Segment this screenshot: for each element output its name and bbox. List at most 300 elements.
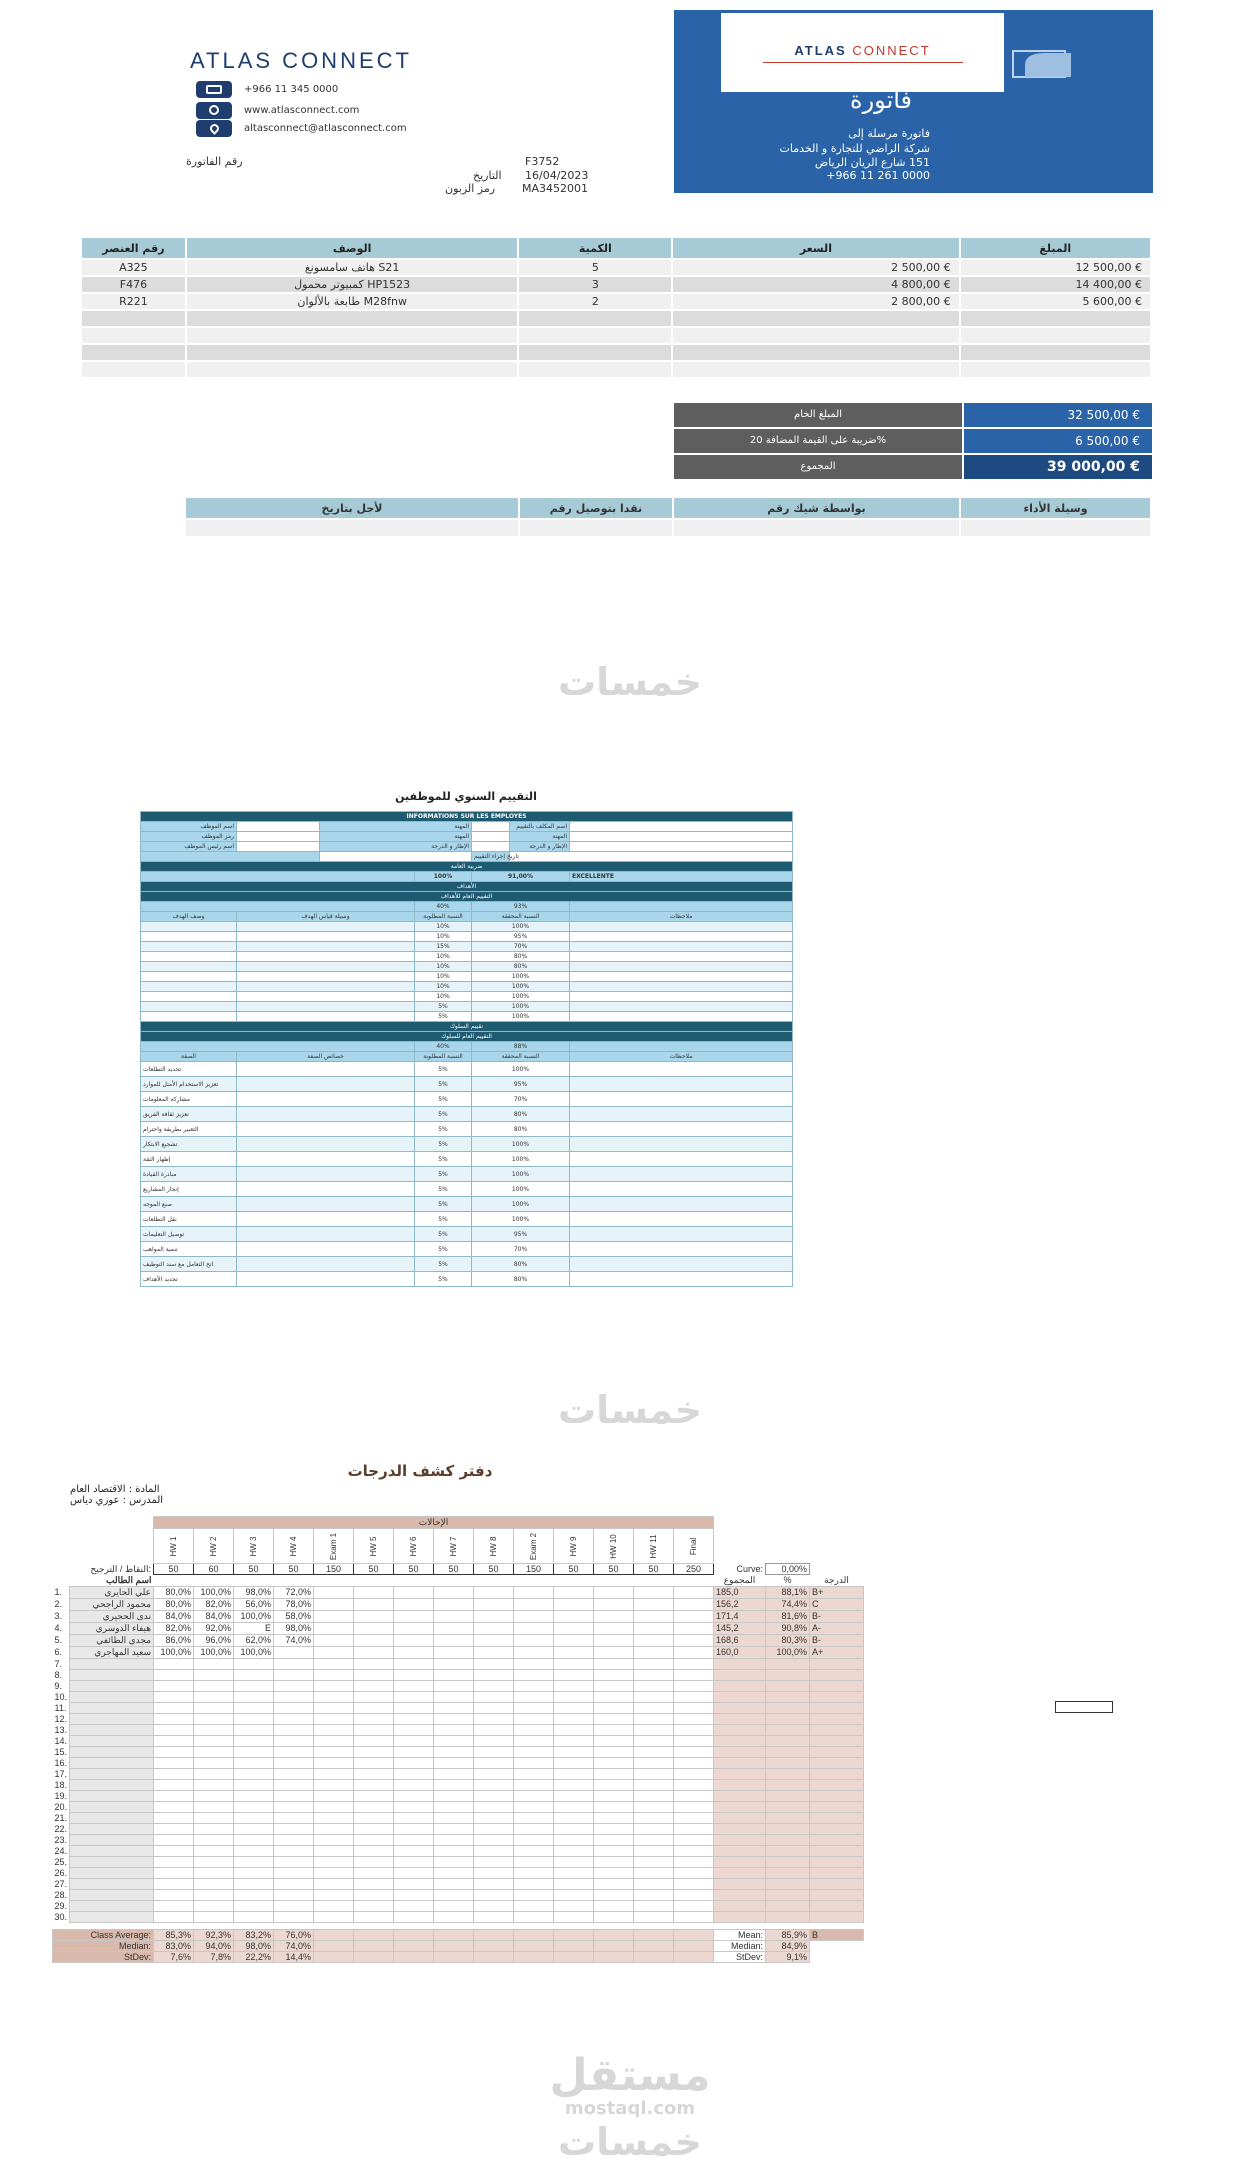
score-cell[interactable] [514,1889,554,1900]
score-cell[interactable] [434,1622,474,1634]
assignment-points[interactable]: 50 [474,1564,514,1575]
score-cell[interactable] [234,1757,274,1768]
score-cell[interactable] [234,1702,274,1713]
objective-measure[interactable] [237,992,415,1002]
score-cell[interactable] [154,1845,194,1856]
score-cell[interactable] [194,1746,234,1757]
score-cell[interactable] [514,1646,554,1658]
score-cell[interactable] [234,1790,274,1801]
score-cell[interactable] [554,1823,594,1834]
score-cell[interactable] [274,1812,314,1823]
score-cell[interactable]: 98,0% [234,1586,274,1598]
score-cell[interactable] [474,1834,514,1845]
score-cell[interactable] [354,1845,394,1856]
score-cell[interactable] [594,1702,634,1713]
score-cell[interactable] [434,1724,474,1735]
objective-notes[interactable] [570,1012,793,1022]
score-cell[interactable] [234,1911,274,1922]
behavior-notes[interactable] [570,1092,793,1107]
objective-description[interactable] [141,1002,237,1012]
score-cell[interactable] [194,1702,234,1713]
score-cell[interactable] [314,1622,354,1634]
score-cell[interactable] [514,1669,554,1680]
score-cell[interactable] [154,1680,194,1691]
score-cell[interactable] [314,1680,354,1691]
score-cell[interactable] [354,1702,394,1713]
behavior-notes[interactable] [570,1062,793,1077]
assignment-name[interactable] [194,1529,234,1564]
score-cell[interactable] [514,1812,554,1823]
behavior-trait-details[interactable] [237,1242,415,1257]
score-cell[interactable] [394,1845,434,1856]
score-cell[interactable] [554,1779,594,1790]
student-name[interactable]: سعيد المهاجري [70,1646,154,1658]
behavior-trait-details[interactable] [237,1182,415,1197]
score-cell[interactable] [354,1680,394,1691]
score-cell[interactable] [434,1889,474,1900]
behavior-trait-details[interactable] [237,1212,415,1227]
student-name[interactable] [70,1889,154,1900]
score-cell[interactable] [634,1669,674,1680]
score-cell[interactable]: 84,0% [154,1610,194,1622]
score-cell[interactable] [234,1724,274,1735]
score-cell[interactable] [674,1702,714,1713]
score-cell[interactable] [634,1702,674,1713]
score-cell[interactable] [314,1646,354,1658]
score-cell[interactable] [354,1634,394,1646]
score-cell[interactable] [194,1658,234,1669]
student-name[interactable] [70,1658,154,1669]
score-cell[interactable] [634,1768,674,1779]
score-cell[interactable] [194,1812,234,1823]
score-cell[interactable] [354,1622,394,1634]
score-cell[interactable] [394,1779,434,1790]
score-cell[interactable] [514,1856,554,1867]
score-cell[interactable] [274,1911,314,1922]
score-cell[interactable] [274,1845,314,1856]
score-cell[interactable] [434,1911,474,1922]
score-cell[interactable] [194,1845,234,1856]
objective-measure[interactable] [237,932,415,942]
score-cell[interactable] [314,1878,354,1889]
score-cell[interactable] [674,1812,714,1823]
score-cell[interactable] [354,1856,394,1867]
score-cell[interactable] [634,1900,674,1911]
score-cell[interactable] [634,1757,674,1768]
score-cell[interactable] [474,1691,514,1702]
score-cell[interactable] [354,1586,394,1598]
behavior-notes[interactable] [570,1122,793,1137]
score-cell[interactable] [354,1691,394,1702]
score-cell[interactable] [354,1867,394,1878]
objective-description[interactable] [141,992,237,1002]
score-cell[interactable]: 82,0% [154,1622,194,1634]
behavior-notes[interactable] [570,1242,793,1257]
assignment-points[interactable]: 150 [314,1564,354,1575]
score-cell[interactable] [434,1634,474,1646]
objective-description[interactable] [141,1012,237,1022]
score-cell[interactable] [394,1757,434,1768]
score-cell[interactable] [194,1779,234,1790]
score-cell[interactable] [434,1680,474,1691]
score-cell[interactable]: 100,0% [234,1610,274,1622]
score-cell[interactable] [154,1669,194,1680]
score-cell[interactable] [514,1658,554,1669]
score-cell[interactable] [514,1911,554,1922]
score-cell[interactable] [674,1713,714,1724]
score-cell[interactable] [154,1702,194,1713]
score-cell[interactable] [314,1845,354,1856]
score-cell[interactable] [194,1669,234,1680]
score-cell[interactable] [434,1598,474,1610]
score-cell[interactable] [194,1691,234,1702]
score-cell[interactable] [314,1911,354,1922]
score-cell[interactable] [554,1834,594,1845]
score-cell[interactable] [354,1801,394,1812]
score-cell[interactable] [474,1900,514,1911]
score-cell[interactable] [554,1680,594,1691]
score-cell[interactable] [314,1713,354,1724]
score-cell[interactable] [394,1867,434,1878]
score-cell[interactable] [514,1680,554,1691]
score-cell[interactable] [394,1586,434,1598]
score-cell[interactable] [354,1610,394,1622]
score-cell[interactable] [514,1867,554,1878]
score-cell[interactable] [674,1610,714,1622]
score-cell[interactable] [234,1713,274,1724]
score-cell[interactable] [514,1768,554,1779]
student-name[interactable] [70,1691,154,1702]
score-cell[interactable] [154,1746,194,1757]
score-cell[interactable] [354,1669,394,1680]
student-name[interactable] [70,1900,154,1911]
score-cell[interactable] [354,1713,394,1724]
score-cell[interactable] [474,1878,514,1889]
score-cell[interactable] [154,1691,194,1702]
behavior-trait-details[interactable] [237,1197,415,1212]
score-cell[interactable] [634,1911,674,1922]
score-cell[interactable] [514,1702,554,1713]
score-cell[interactable] [274,1680,314,1691]
score-cell[interactable] [514,1713,554,1724]
score-cell[interactable] [554,1867,594,1878]
score-cell[interactable] [314,1834,354,1845]
score-cell[interactable] [234,1889,274,1900]
score-cell[interactable] [314,1779,354,1790]
score-cell[interactable] [314,1702,354,1713]
score-cell[interactable] [234,1812,274,1823]
assignment-points[interactable]: 50 [274,1564,314,1575]
info-value-field[interactable] [472,822,510,832]
score-cell[interactable] [474,1911,514,1922]
score-cell[interactable] [394,1801,434,1812]
score-cell[interactable] [594,1713,634,1724]
behavior-notes[interactable] [570,1197,793,1212]
student-name[interactable] [70,1867,154,1878]
score-cell[interactable] [354,1900,394,1911]
score-cell[interactable] [634,1691,674,1702]
score-cell[interactable] [674,1598,714,1610]
student-name[interactable] [70,1746,154,1757]
score-cell[interactable] [274,1724,314,1735]
score-cell[interactable] [434,1834,474,1845]
score-cell[interactable] [154,1911,194,1922]
score-cell[interactable] [394,1622,434,1634]
score-cell[interactable] [674,1867,714,1878]
score-cell[interactable] [274,1702,314,1713]
score-cell[interactable] [394,1658,434,1669]
score-cell[interactable] [394,1768,434,1779]
score-cell[interactable] [674,1889,714,1900]
score-cell[interactable] [594,1812,634,1823]
score-cell[interactable] [314,1634,354,1646]
score-cell[interactable] [474,1646,514,1658]
score-cell[interactable] [194,1680,234,1691]
score-cell[interactable] [154,1801,194,1812]
score-cell[interactable] [234,1845,274,1856]
score-cell[interactable] [674,1900,714,1911]
score-cell[interactable] [434,1856,474,1867]
score-cell[interactable] [514,1878,554,1889]
score-cell[interactable] [354,1757,394,1768]
score-cell[interactable] [674,1779,714,1790]
student-name[interactable] [70,1834,154,1845]
score-cell[interactable]: 80,0% [154,1598,194,1610]
student-name[interactable] [70,1713,154,1724]
score-cell[interactable] [514,1735,554,1746]
score-cell[interactable] [554,1702,594,1713]
score-cell[interactable] [474,1634,514,1646]
behavior-notes[interactable] [570,1107,793,1122]
score-cell[interactable] [674,1790,714,1801]
score-cell[interactable] [594,1680,634,1691]
assignment-name[interactable] [634,1529,674,1564]
score-cell[interactable] [674,1834,714,1845]
score-cell[interactable] [474,1823,514,1834]
score-cell[interactable] [194,1889,234,1900]
score-cell[interactable] [594,1691,634,1702]
score-cell[interactable] [554,1691,594,1702]
score-cell[interactable] [594,1768,634,1779]
objective-notes[interactable] [570,1002,793,1012]
score-cell[interactable] [554,1746,594,1757]
score-cell[interactable] [634,1823,674,1834]
score-cell[interactable] [554,1889,594,1900]
score-cell[interactable] [474,1746,514,1757]
score-cell[interactable] [314,1889,354,1900]
score-cell[interactable] [434,1768,474,1779]
score-cell[interactable] [154,1900,194,1911]
score-cell[interactable] [354,1889,394,1900]
assignment-points[interactable]: 50 [154,1564,194,1575]
behavior-notes[interactable] [570,1182,793,1197]
score-cell[interactable] [554,1735,594,1746]
score-cell[interactable] [594,1634,634,1646]
score-cell[interactable] [354,1724,394,1735]
score-cell[interactable] [474,1845,514,1856]
score-cell[interactable] [274,1900,314,1911]
score-cell[interactable] [354,1598,394,1610]
score-cell[interactable] [274,1867,314,1878]
score-cell[interactable] [354,1658,394,1669]
score-cell[interactable] [674,1658,714,1669]
info-value-field[interactable] [570,832,793,842]
student-name[interactable] [70,1669,154,1680]
score-cell[interactable] [434,1812,474,1823]
assignment-name[interactable] [514,1529,554,1564]
score-cell[interactable] [394,1735,434,1746]
score-cell[interactable] [634,1801,674,1812]
score-cell[interactable] [314,1757,354,1768]
score-cell[interactable] [394,1911,434,1922]
score-cell[interactable] [554,1878,594,1889]
score-cell[interactable] [394,1702,434,1713]
score-cell[interactable] [274,1801,314,1812]
score-cell[interactable] [674,1801,714,1812]
score-cell[interactable] [194,1823,234,1834]
objective-notes[interactable] [570,952,793,962]
score-cell[interactable] [394,1746,434,1757]
score-cell[interactable] [634,1735,674,1746]
score-cell[interactable] [194,1735,234,1746]
score-cell[interactable] [634,1724,674,1735]
score-cell[interactable] [354,1646,394,1658]
score-cell[interactable] [434,1669,474,1680]
behavior-notes[interactable] [570,1167,793,1182]
score-cell[interactable] [314,1669,354,1680]
assignment-name[interactable] [674,1529,714,1564]
score-cell[interactable] [594,1878,634,1889]
score-cell[interactable] [554,1757,594,1768]
objective-description[interactable] [141,962,237,972]
score-cell[interactable] [314,1691,354,1702]
score-cell[interactable] [634,1867,674,1878]
student-name[interactable] [70,1856,154,1867]
objective-notes[interactable] [570,992,793,1002]
student-name[interactable] [70,1823,154,1834]
score-cell[interactable] [554,1790,594,1801]
score-cell[interactable] [394,1646,434,1658]
student-name[interactable] [70,1768,154,1779]
score-cell[interactable]: 84,0% [194,1610,234,1622]
score-cell[interactable] [194,1790,234,1801]
score-cell[interactable] [274,1757,314,1768]
score-cell[interactable] [674,1845,714,1856]
score-cell[interactable] [154,1757,194,1768]
score-cell[interactable] [554,1713,594,1724]
assignment-points[interactable]: 50 [594,1564,634,1575]
score-cell[interactable] [274,1823,314,1834]
score-cell[interactable] [514,1610,554,1622]
score-cell[interactable] [634,1878,674,1889]
behavior-notes[interactable] [570,1272,793,1287]
score-cell[interactable] [474,1801,514,1812]
score-cell[interactable] [274,1768,314,1779]
score-cell[interactable] [234,1669,274,1680]
score-cell[interactable] [594,1845,634,1856]
assignment-points[interactable]: 50 [554,1564,594,1575]
behavior-trait-details[interactable] [237,1272,415,1287]
score-cell[interactable] [434,1586,474,1598]
score-cell[interactable] [514,1622,554,1634]
score-cell[interactable] [314,1768,354,1779]
score-cell[interactable] [594,1598,634,1610]
objective-notes[interactable] [570,962,793,972]
score-cell[interactable] [154,1790,194,1801]
assignment-name[interactable] [394,1529,434,1564]
assignment-points[interactable]: 50 [234,1564,274,1575]
score-cell[interactable] [314,1598,354,1610]
score-cell[interactable] [594,1586,634,1598]
score-cell[interactable] [514,1845,554,1856]
behavior-trait-details[interactable] [237,1152,415,1167]
assignment-name[interactable] [314,1529,354,1564]
assignment-name[interactable] [594,1529,634,1564]
score-cell[interactable] [674,1856,714,1867]
score-cell[interactable] [554,1586,594,1598]
student-name[interactable] [70,1878,154,1889]
eval-date-field[interactable] [320,852,472,862]
score-cell[interactable] [234,1823,274,1834]
score-cell[interactable] [274,1889,314,1900]
behavior-trait-details[interactable] [237,1107,415,1122]
assignment-name[interactable] [354,1529,394,1564]
score-cell[interactable] [234,1867,274,1878]
score-cell[interactable] [594,1622,634,1634]
score-cell[interactable] [634,1779,674,1790]
objective-measure[interactable] [237,1012,415,1022]
objective-measure[interactable] [237,1002,415,1012]
score-cell[interactable] [154,1658,194,1669]
score-cell[interactable] [674,1823,714,1834]
score-cell[interactable] [234,1834,274,1845]
score-cell[interactable] [194,1867,234,1878]
info-value-field[interactable] [237,842,320,852]
score-cell[interactable] [634,1634,674,1646]
score-cell[interactable] [554,1900,594,1911]
student-name[interactable] [70,1724,154,1735]
score-cell[interactable] [394,1790,434,1801]
score-cell[interactable] [474,1724,514,1735]
score-cell[interactable] [674,1878,714,1889]
score-cell[interactable] [194,1768,234,1779]
score-cell[interactable] [194,1713,234,1724]
behavior-trait-details[interactable] [237,1227,415,1242]
score-cell[interactable] [234,1768,274,1779]
score-cell[interactable]: 100,0% [234,1646,274,1658]
score-cell[interactable] [474,1610,514,1622]
score-cell[interactable] [474,1768,514,1779]
student-name[interactable] [70,1735,154,1746]
score-cell[interactable] [234,1746,274,1757]
assignment-points[interactable]: 50 [634,1564,674,1575]
score-cell[interactable] [394,1834,434,1845]
score-cell[interactable] [434,1610,474,1622]
score-cell[interactable] [594,1889,634,1900]
score-cell[interactable] [154,1713,194,1724]
objective-measure[interactable] [237,952,415,962]
score-cell[interactable] [474,1658,514,1669]
score-cell[interactable] [154,1768,194,1779]
score-cell[interactable] [354,1779,394,1790]
score-cell[interactable] [194,1856,234,1867]
score-cell[interactable] [194,1911,234,1922]
assignment-points[interactable]: 50 [354,1564,394,1575]
score-cell[interactable]: 86,0% [154,1634,194,1646]
objective-notes[interactable] [570,982,793,992]
score-cell[interactable] [674,1724,714,1735]
score-cell[interactable] [594,1856,634,1867]
